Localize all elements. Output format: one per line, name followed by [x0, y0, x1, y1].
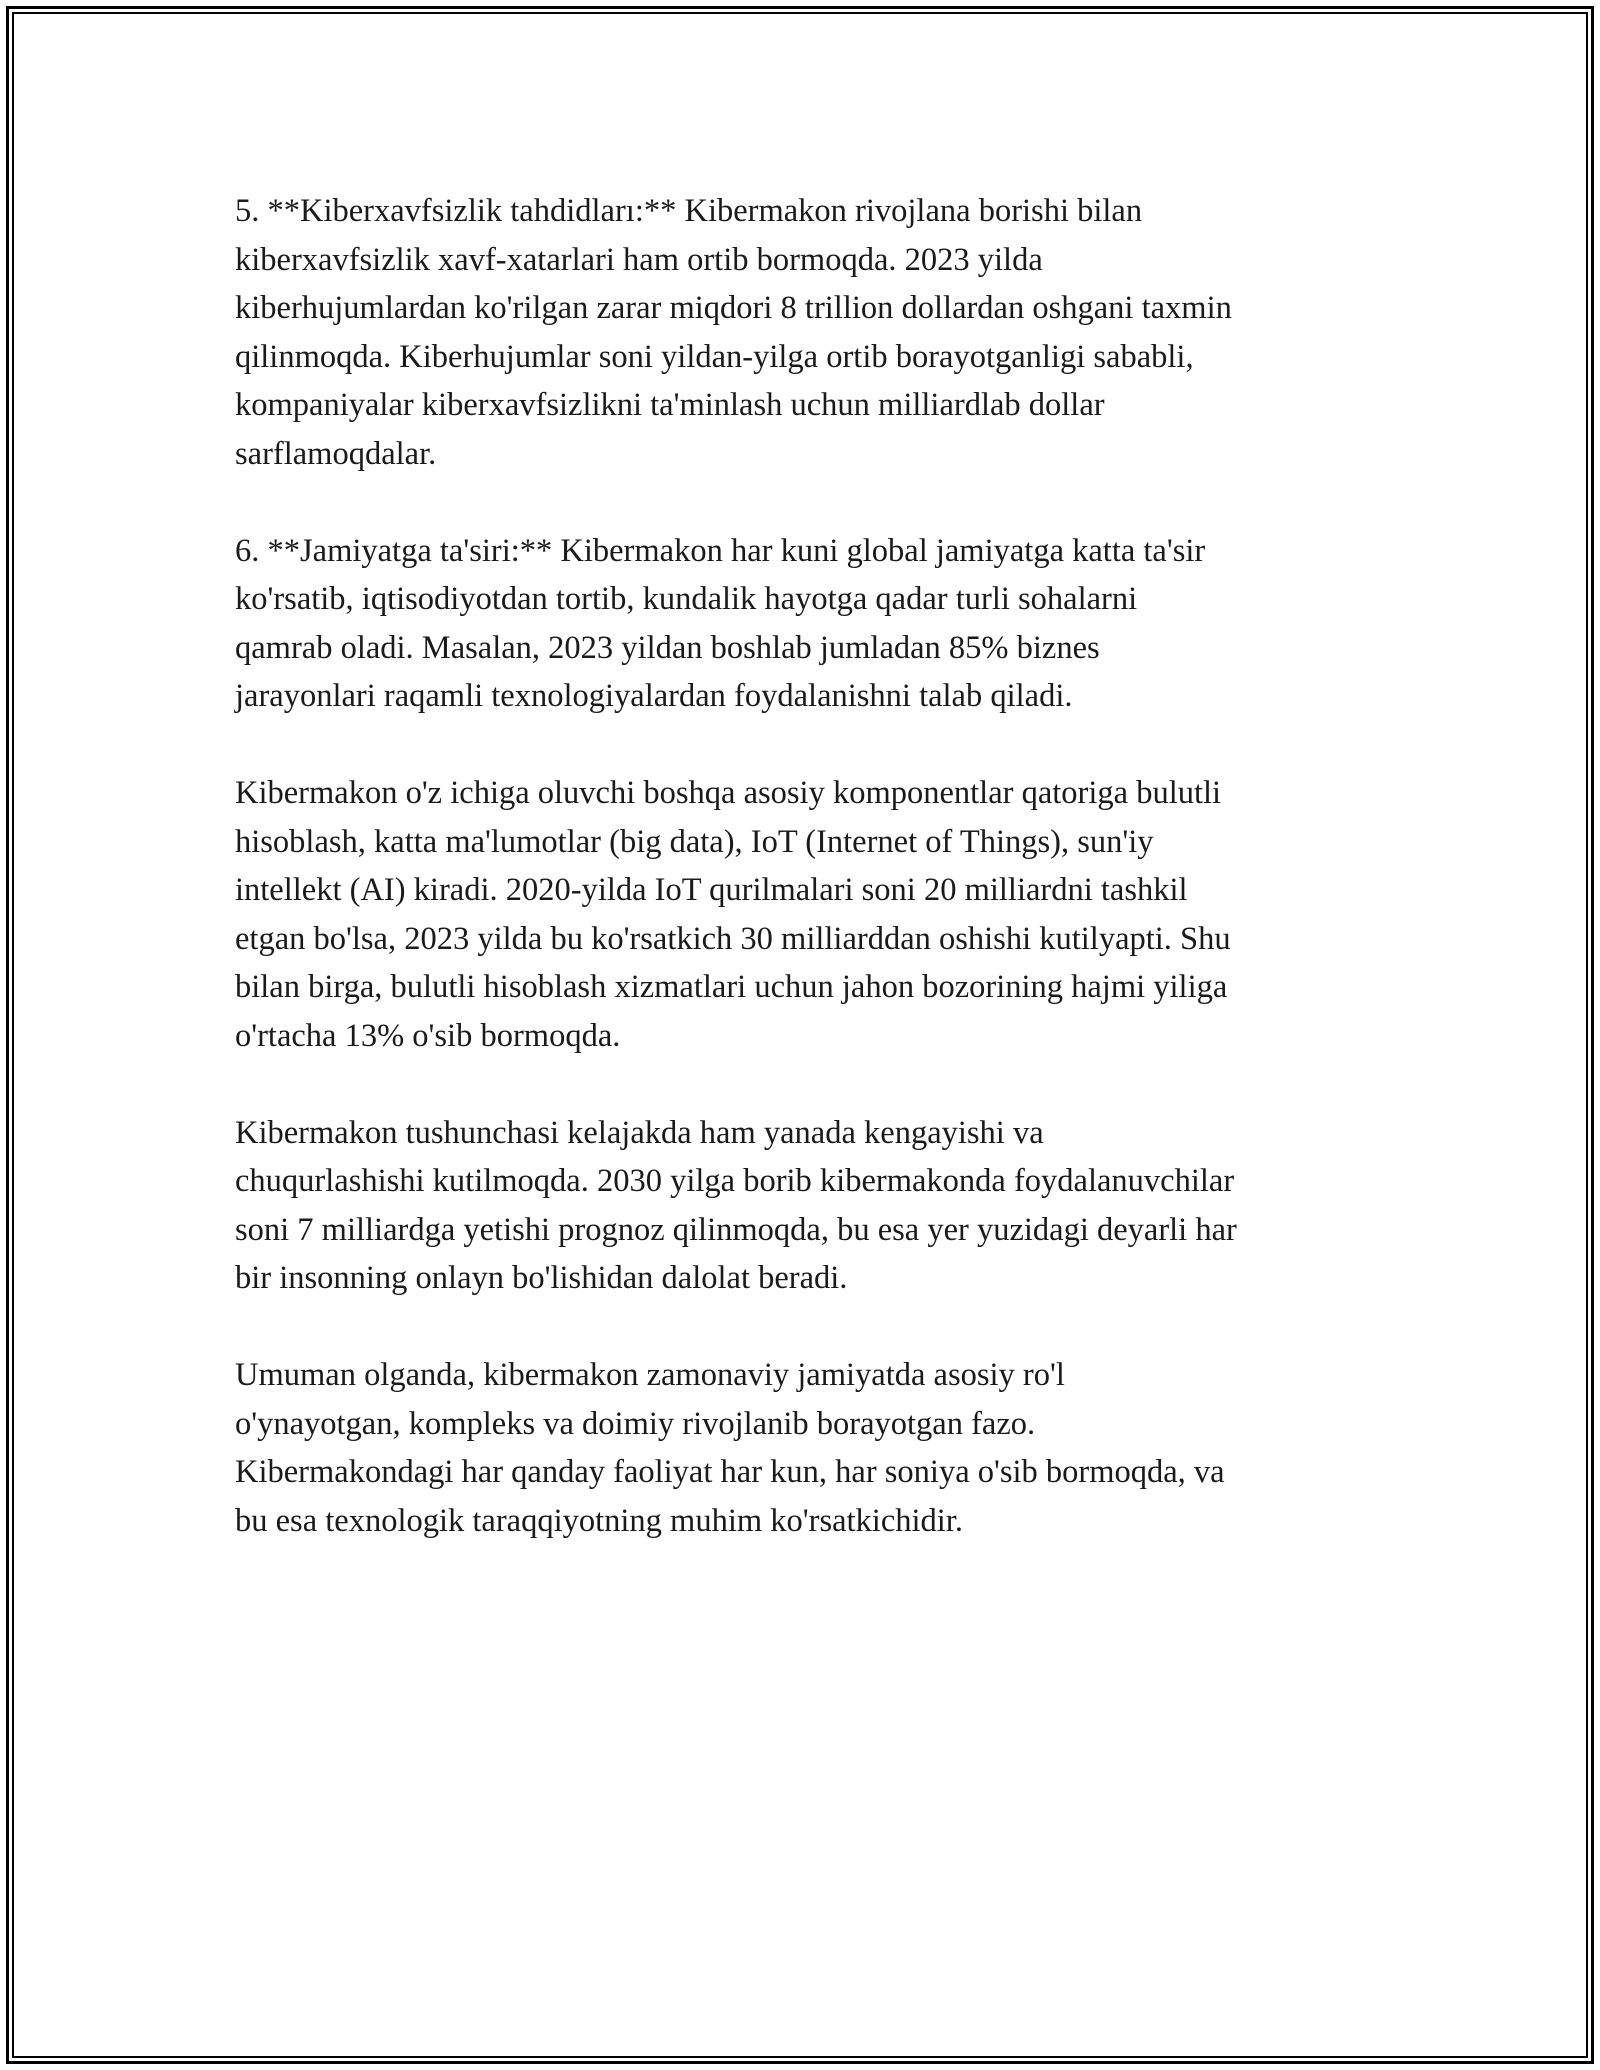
text-line: 6. **Jamiyatga ta'siri:** Kibermakon har kuni global jamiyatga katta ta'sir [235, 532, 1206, 569]
text-line: Kibermakondagi har qanday faoliyat har kun, har soniya o'sib bormoqda, va [235, 1454, 1225, 1490]
text-line: sarflamoqdalar. [235, 435, 437, 472]
paragraph-future-outlook [235, 1109, 1375, 1303]
text-line: Umuman olganda, kibermakon zamonaviy jamiyatda asosiy ro'l [235, 1357, 1065, 1393]
text-line: o'rtacha 13% o'sib bormoqda. [235, 1017, 621, 1054]
text-line: etgan bo'lsa, 2023 yilda bu ko'rsatkich 30 milliarddan oshishi kutilyapti. Shu [235, 920, 1231, 957]
text-line: Kibermakon tushunchasi kelajakda ham yanada kengayishi va [235, 1114, 1044, 1151]
text-line: soni 7 milliardga yetishi prognoz qilinmoqda, bu esa yer yuzidagi deyarli har [235, 1211, 1237, 1248]
text-line: ko'rsatib, iqtisodiyotdan tortib, kundalik hayotga qadar turli sohalarni [235, 581, 1138, 617]
text-line: hisoblash, katta ma'lumotlar (big data), IoT (Internet of Things), sun'iy [235, 823, 1154, 860]
text-line: intellekt (AI) kiradi. 2020-yilda IoT qurilmalari soni 20 milliardni tashkil [235, 872, 1188, 908]
text-line: kompaniyalar kiberxavfsizlikni ta'minlash uchun milliardlab dollar [235, 387, 1105, 423]
text-line: bu esa texnologik taraqqiyotning muhim ko'rsatkichidir. [235, 1502, 963, 1539]
text-line: qamrab oladi. Masalan, 2023 yildan boshlab jumladan 85% biznes [235, 629, 1100, 666]
text-line: Kibermakon o'z ichiga oluvchi boshqa asosiy komponentlar qatoriga bulutli [235, 775, 1222, 811]
text-line: qilinmoqda. Kiberhujumlar soni yildan-yilga ortib borayotganligi sababli, [235, 338, 1194, 375]
paragraph-other-components [235, 769, 1375, 1060]
paragraph-society-impact [235, 527, 1375, 721]
text-line: chuqurlashishi kutilmoqda. 2030 yilga borib kibermakonda foydalanuvchilar [235, 1163, 1235, 1199]
text-line: 5. **Kiberxavfsizlik tahdidları:** Kibermakon rivojlana borishi bilan [235, 193, 1143, 229]
text-line: kiberhujumlardan ko'rilgan zarar miqdori 8 trillion dollardan oshgani taxmin [235, 290, 1232, 326]
paragraph-conclusion [235, 1351, 1375, 1545]
document-body [235, 187, 1375, 1594]
paragraph-cybersecurity-threats [235, 187, 1375, 478]
text-line: bir insonning onlayn bo'lishidan dalolat beradi. [235, 1260, 848, 1296]
text-line: kiberxavfsizlik xavf-xatarlari ham ortib bormoqda. 2023 yilda [235, 241, 1043, 278]
text-line: jarayonlari raqamli texnologiyalardan foydalanishni talab qiladi. [235, 678, 1073, 714]
text-line: bilan birga, bulutli hisoblash xizmatlari uchun jahon bozorining hajmi yiliga [235, 969, 1228, 1005]
text-line: o'ynayotgan, kompleks va doimiy rivojlanib borayotgan fazo. [235, 1405, 1036, 1442]
